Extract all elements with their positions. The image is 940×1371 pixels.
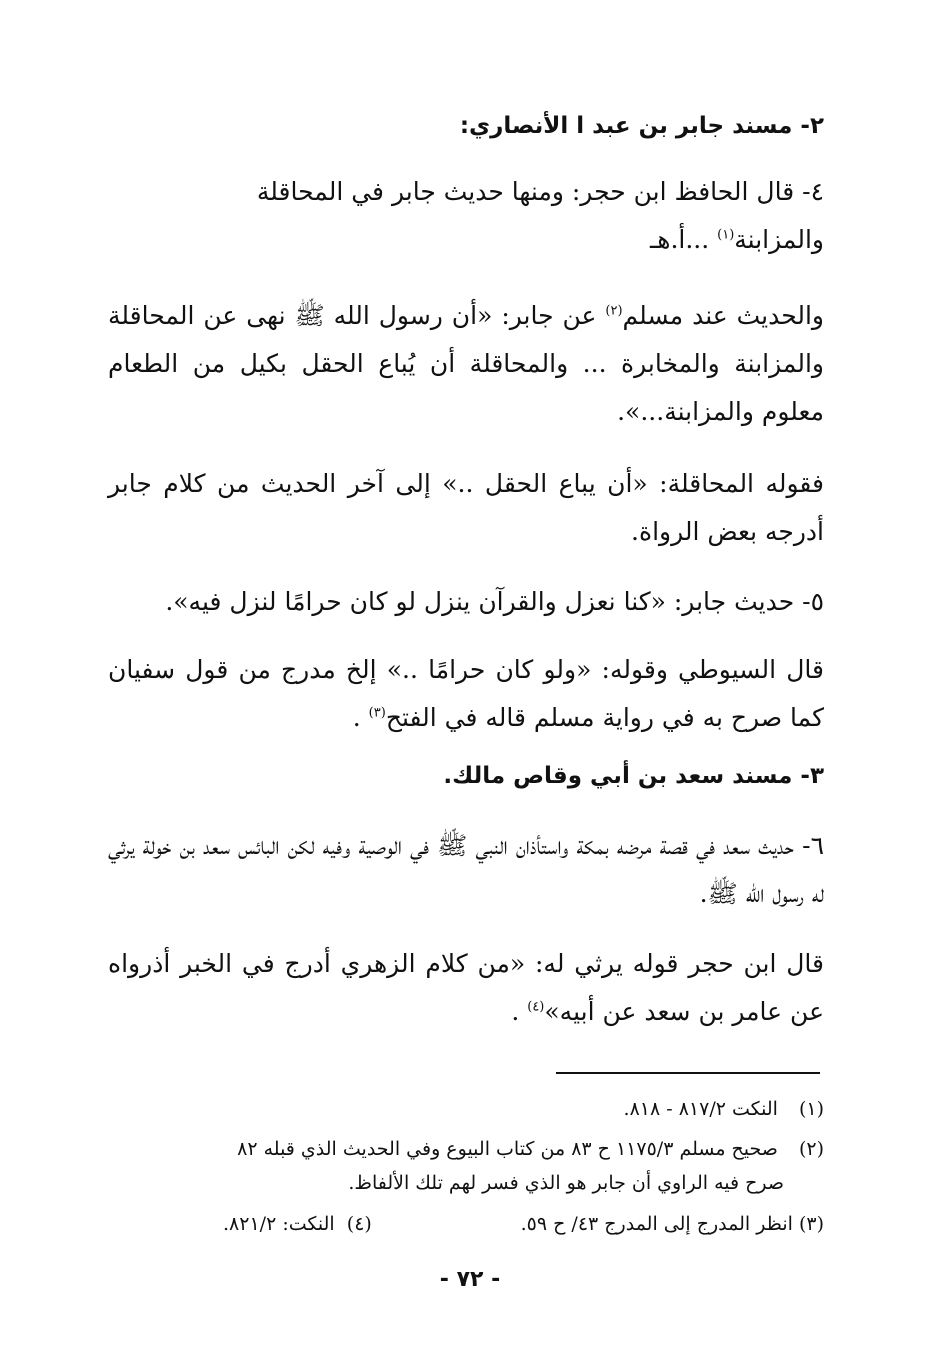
- paragraph-explanation: فقوله المحاقلة: «أن يباع الحقل ..» إلى آخر الحديث من كلام جابر أدرجه بعض الرواة.: [108, 469, 824, 546]
- paragraph-hadith-6: ٦- حديث سعد في قصة مرضه بمكة واستأذان النبي ﷺ في الوصية وفيه لكن البائس سعد بن خولة يرثي له رسول الله ﷺ.: [108, 831, 824, 908]
- paragraph-hadith-5: ٥- حديث جابر: «كنا نعزل والقرآن ينزل لو كان حرامًا لنزل فيه».: [165, 587, 824, 616]
- footnote-line: صرح فيه الراوي أن جابر هو الذي فسر لهم تلك الألفاظ.: [348, 1172, 784, 1194]
- paragraph-line: [108, 216, 824, 264]
- footnote-1: [108, 1092, 824, 1126]
- inline-text: .: [352, 703, 369, 732]
- footnote-4: [223, 1207, 372, 1241]
- paragraph-suyuti: [108, 646, 824, 742]
- inline-text: والحديث عند مسلم: [622, 301, 824, 330]
- footnote-3: [521, 1207, 824, 1241]
- page-number: - ٧٢ -: [439, 1267, 501, 1292]
- footnote-ref-2: (٢): [605, 303, 623, 319]
- footnote-ref-4: (٤): [527, 999, 545, 1015]
- paragraph-line: ٤- قال الحافظ ابن حجر: ومنها حديث جابر في المحاقلة: [256, 177, 824, 206]
- section-heading-jabir: ٢- مسند جابر بن عبد ا الأنصاري:: [459, 113, 824, 139]
- footnote-number: (٣): [798, 1213, 824, 1235]
- inline-text: ...أ.هـ: [649, 225, 718, 254]
- footnote-line: [108, 1132, 824, 1166]
- section-heading-saad: ٣- مسند سعد بن أبي وقاص مالك.: [443, 763, 824, 789]
- footnote-separator: [556, 1072, 820, 1074]
- inline-text: .: [511, 997, 528, 1026]
- footnote-number: (٢): [798, 1138, 824, 1160]
- paragraph-ibn-hajar: [108, 940, 824, 1036]
- footnote-ref-1: (١): [717, 227, 735, 243]
- footnote-ref-3: (٣): [368, 705, 386, 721]
- footnote-number: (٤): [346, 1213, 372, 1235]
- footnote-number: (١): [798, 1098, 824, 1120]
- footnote-text: صحيح مسلم ١١٧٥/٣ ح ٨٣ من كتاب البيوع وفي الحديث الذي قبله ٨٢: [237, 1138, 778, 1160]
- inline-text: والمزابنة: [734, 225, 824, 254]
- inline-text: قال السيوطي وقوله: «ولو كان حرامًا ..» إلخ مدرج من قول سفيان كما صرح به في رواية مسلم قاله في الفتح: [108, 655, 824, 732]
- footnote-text: النكت ٨١٧/٢ - ٨١٨.: [623, 1098, 778, 1120]
- footnote-text: انظر المدرج إلى المدرج ٤٣/ ح ٥٩.: [520, 1213, 793, 1235]
- paragraph-hadith-4: [108, 168, 824, 264]
- inline-text: قال ابن حجر قوله يرثي له: «من كلام الزهري أدرج في الخبر أذرواه عن عامر بن سعد عن أبيه»: [108, 949, 824, 1026]
- footnote-text: النكت: ٨٢١/٢.: [223, 1213, 335, 1235]
- footnote-2: [108, 1132, 824, 1200]
- inline-text: عن جابر: «أن رسول الله ﷺ نهى عن المحاقلة والمزابنة والمخابرة ... والمحاقلة أن يُباع الحقل بكيل من الطعام معلوم والمزابنة...».: [108, 301, 824, 426]
- paragraph-muslim-hadith: [108, 292, 824, 436]
